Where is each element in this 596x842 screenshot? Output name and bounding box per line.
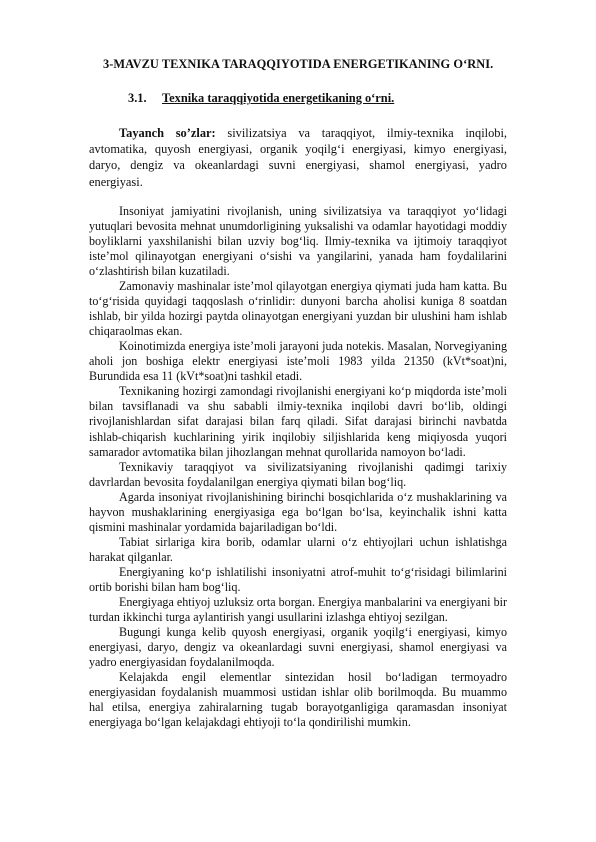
keywords-paragraph [89, 125, 507, 190]
paragraph: Texnikaning hozirgi zamondagi rivojlanishi energiyani ko‘p miqdorda iste’moli bilan tavsiflanadi va shu sababli ilmiy-texnika inqilobi davri bo‘lib, oldingi rivojlanishlardan sifat darajasi bilan farq qiladi. Sifat darajasi birinchi navbatda ishlab-chiqarish kuchlarining yirik inqilobiy siljishlarida keng miqiyosda yuqori samarador avtomatika bilan jihozlangan mehnat qurollarida namoyon bo‘ladi. [89, 384, 507, 459]
paragraph: Tabiat sirlariga kira borib, odamlar ularni o‘z ehtiyojlari uchun ishlatishga harakat qilganlar. [89, 534, 507, 564]
paragraph: Insoniyat jamiyatini rivojlanish, uning sivilizatsiya va taraqqiyot yo‘lidagi yutuqlari bevosita mehnat unumdorligining yuksalishi va odamlar hayotidagi moddiy boyliklarni yaxshilanishi bilan uzviy bog‘liq. Ilmiy-texnika va ijtimoiy taraqqiyot iste’mol qilinayotgan energiyani o‘sishi va yangilarini, yanada ham foydalilarini o‘zlashtirish bilan kuzatiladi. [89, 203, 507, 278]
section-title: Texnika taraqqiyotida energetikaning o‘rni. [162, 91, 395, 105]
chapter-title: 3-MAVZU TEXNIKA TARAQQIYOTIDA ENERGETIKANING O‘RNI. [103, 57, 494, 71]
paragraph: Bugungi kunga kelib quyosh energiyasi, organik yoqilg‘i energiyasi, kimyo energiyasi, daryo, dengiz va okeanlardagi suvni energiyasi, shamol energiyasi va yadro energiyasidan foydalanilmoqda. [89, 625, 507, 670]
body-text [89, 204, 507, 731]
keywords-text: sivilizatsiya va taraqqiyot, ilmiy-texnika inqilobi, avtomatika, quyosh energiyasi, organik yoqilg‘i energiyasi, kimyo energiyasi, daryo, dengiz va okeanlardagi suvni energiyasi, shamol energiyasi, yadro energiyasi. [89, 126, 508, 189]
paragraph: Texnikaviy taraqqiyot va sivilizatsiyaning rivojlanishi qadimgi tarixiy davrlardan bevosita foydalanilgan energiya qiymati bilan bog‘liq. [89, 459, 507, 489]
paragraph: Koinotimizda energiya iste’moli jarayoni juda notekis. Masalan, Norvegiyaning aholi jon boshiga elektr energiyasi iste’moli 1983 yilda 21350 (kVt*soat)ni, Burundida esa 11 (kVt*soat)ni tashkil etadi. [89, 339, 507, 384]
paragraph: Energiyaga ehtiyoj uzluksiz orta borgan. Energiya manbalarini va energiyani bir turdan ikkinchi turga aylantirish yangi usullarini izlashga ehtiyoj sezilgan. [89, 595, 507, 625]
document-page [89, 50, 507, 730]
keywords-label: Tayanch so’zlar: [119, 126, 216, 140]
paragraph: Energiyaning ko‘p ishlatilishi insoniyatni atrof-muhit to‘g‘risidagi bilimlarini ortib borishi bilan ham bog‘liq. [89, 564, 507, 594]
section-number: 3.1. [128, 91, 147, 105]
paragraph: Zamonaviy mashinalar iste’mol qilayotgan energiya qiymati juda ham katta. Bu to‘g‘risida quyidagi taqqoslash o‘rinlidir: dunyoni barcha aholisi kuniga 8 soatdan ishlab, bir yilda hozirgi paytda olinayotgan energiyani yuzdan bir ulushini ham ishlab chiqaraolmas ekan. [89, 279, 507, 339]
paragraph: Kelajakda engil elementlar sintezidan hosil bo‘ladigan termoyadro energiyasidan foydalanish muammosi ustidan ishlar olib borilmoqda. Bu muammo hal etilsa, energiya zahiralarning tugab borayotganligiga qaramasdan insoniyat energiyaga bo‘lgan kelajakdagi ehtiyoji to‘la qondirilishi mumkin. [89, 670, 507, 730]
section-heading [128, 90, 507, 106]
paragraph: Agarda insoniyat rivojlanishining birinchi bosqichlarida o‘z mushaklarining va hayvon mushaklarining energiyasiga ega bo‘lgan bo‘lsa, keyinchalik ishni katta qismini mashinalar yordamida bajariladigan bo‘ldi. [89, 489, 507, 534]
